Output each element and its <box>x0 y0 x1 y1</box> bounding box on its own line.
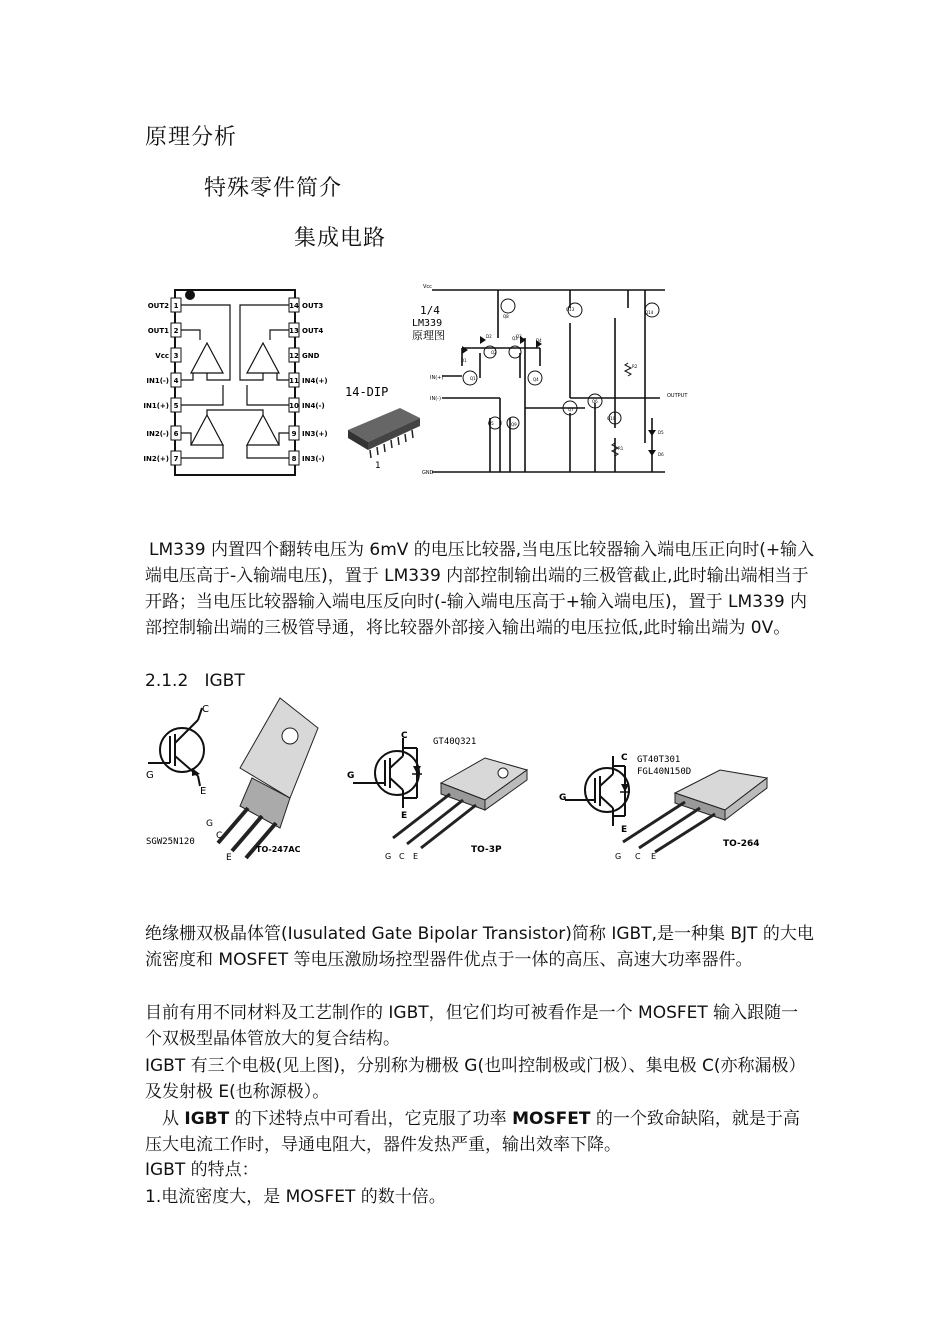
svg-text:OUT2: OUT2 <box>147 302 169 310</box>
igbt-advantage: 从 IGBT 的下述特点中可看出，它克服了功率 MOSFET 的一个致命缺陷，就是于高压大电流工作时，导通电阻大，器件发热严重，输出效率下降。 <box>145 1109 800 1155</box>
svg-text:IN3(+): IN3(+) <box>302 430 328 438</box>
igbt-figure-to264 <box>555 748 775 866</box>
section-heading-igbt: 2.1.2 IGBT <box>145 671 245 691</box>
svg-text:D5: D5 <box>658 430 664 435</box>
part-sgw25n120: SGW25N120 <box>146 837 195 847</box>
package-to264: TO-264 <box>723 839 760 849</box>
svg-text:OUT4: OUT4 <box>302 327 324 335</box>
svg-text:Q4: Q4 <box>533 377 539 382</box>
igbt-structure: 目前有用不同材料及工艺制作的 IGBT，但它们均可被看作是一个 MOSFET 输入跟随一个双极型晶体管放大的复合结构。 <box>145 1003 799 1049</box>
comparator-symbols <box>181 305 289 458</box>
svg-text:C: C <box>401 731 408 741</box>
pin-left-6 <box>146 426 181 440</box>
svg-text:G: G <box>347 771 355 781</box>
package-to247ac: TO-247AC <box>256 845 301 854</box>
svg-text:6: 6 <box>173 430 179 438</box>
pin-left-1 <box>148 298 181 312</box>
dip-label: 14-DIP <box>345 385 389 399</box>
igbt-definition: 绝缘栅双极晶体管(Iusulated Gate Bipolar Transistor)简称 IGBT,是一种集 BJT 的大电流密度和 MOSFET 等电压激励场控型器件优点于一体的高压、高速大功率器件。 <box>145 924 814 970</box>
svg-text:IN4(-): IN4(-) <box>302 402 325 410</box>
svg-text:Vcc: Vcc <box>155 352 169 360</box>
svg-text:3: 3 <box>173 352 179 360</box>
pin-left-5 <box>143 398 181 412</box>
svg-text:R2: R2 <box>632 364 638 369</box>
svg-text:IN1(-): IN1(-) <box>146 377 169 385</box>
svg-text:11: 11 <box>289 377 299 385</box>
output-label: OUTPUT <box>667 393 688 399</box>
svg-text:Q9: Q9 <box>511 422 517 427</box>
schematic-title-2: LM339 <box>412 318 443 329</box>
schematic-wires <box>432 290 665 472</box>
svg-text:C: C <box>399 852 405 861</box>
svg-text:IN1(+): IN1(+) <box>143 402 169 410</box>
svg-text:E: E <box>401 811 408 821</box>
svg-text:4: 4 <box>173 377 179 385</box>
svg-text:Q14: Q14 <box>645 310 654 315</box>
dip14-package <box>340 380 425 475</box>
pin-right-11 <box>289 373 328 387</box>
heading-level2: 特殊零件简介 <box>204 176 343 201</box>
igbt-features-heading: IGBT 的特点： <box>145 1160 259 1180</box>
svg-text:G: G <box>206 819 213 829</box>
svg-text:Q13: Q13 <box>566 307 575 312</box>
svg-text:G: G <box>385 852 392 861</box>
pin1-dot <box>185 290 195 300</box>
heading-level3: 集成电路 <box>294 226 387 251</box>
svg-text:Q2: Q2 <box>491 350 497 355</box>
lm339-description: LM339 内置四个翻转电压为 6mV 的电压比较器,当电压比较器输入端电压正向时(+输入端电压高于-入输端电压)，置于 LM339 内部控制输出端的三极管截止,此时输出端相当于开路；当电压比较器输入端电压反向时(-输入端电压高于+输入端电压)，置于 LM339 内部控制输出端的三极管导通，将比较器外部接入输出端的电压拉低,此时输出端为 0V。 <box>145 540 815 638</box>
in-minus-label: IN(-) <box>430 396 441 402</box>
svg-text:OUT3: OUT3 <box>302 302 324 310</box>
svg-text:D6: D6 <box>658 452 664 457</box>
svg-text:E: E <box>413 852 419 861</box>
svg-text:Q10: Q10 <box>607 416 616 421</box>
svg-text:1: 1 <box>173 302 179 310</box>
svg-text:G: G <box>559 793 567 803</box>
svg-text:Q5: Q5 <box>488 421 494 426</box>
svg-text:D3: D3 <box>516 334 522 339</box>
svg-text:IN2(+): IN2(+) <box>143 455 169 463</box>
pin-left-3 <box>155 348 181 362</box>
lm339-pinout-diagram <box>145 285 330 480</box>
svg-text:7: 7 <box>173 455 179 463</box>
svg-text:C: C <box>621 753 628 763</box>
schematic-title-3: 原理图 <box>412 329 445 342</box>
svg-text:C: C <box>635 852 641 861</box>
svg-text:9: 9 <box>291 430 297 438</box>
svg-text:E: E <box>200 786 207 797</box>
part-fgl40n150d: FGL40N150D <box>637 767 692 777</box>
pin-left-2 <box>148 323 181 337</box>
svg-text:Q3: Q3 <box>512 336 518 341</box>
pin-right-8 <box>289 451 325 465</box>
svg-text:Q6: Q6 <box>592 399 598 404</box>
svg-text:G: G <box>615 852 622 861</box>
igbt-feature-1: 1.电流密度大，是 MOSFET 的数十倍。 <box>145 1187 446 1207</box>
lm339-internal-schematic <box>412 278 705 478</box>
svg-text:D2: D2 <box>486 334 492 339</box>
svg-text:IN2(-): IN2(-) <box>146 430 169 438</box>
part-gt40q321: GT40Q321 <box>433 737 477 747</box>
svg-text:E: E <box>651 852 657 861</box>
svg-text:C: C <box>202 704 209 715</box>
svg-text:Q1: Q1 <box>470 376 476 381</box>
pin-right-14 <box>289 298 323 312</box>
schematic-title-1: 1/4 <box>420 304 440 317</box>
svg-text:Q7: Q7 <box>568 407 574 412</box>
svg-text:G: G <box>146 770 154 781</box>
pin-left-4 <box>146 373 181 387</box>
pin-right-13 <box>289 323 323 337</box>
gnd-label: GND <box>422 470 434 476</box>
svg-text:Q8: Q8 <box>503 314 509 319</box>
svg-text:E: E <box>226 853 232 863</box>
schematic-transistors <box>463 299 659 429</box>
svg-text:5: 5 <box>173 402 179 410</box>
svg-text:IN3(-): IN3(-) <box>302 455 325 463</box>
svg-text:OUT1: OUT1 <box>147 327 169 335</box>
svg-text:IN4(+): IN4(+) <box>302 377 328 385</box>
to247-package <box>218 698 318 858</box>
to3p-package <box>393 758 527 848</box>
pin-right-12 <box>289 348 320 362</box>
resistor-labels <box>618 364 638 451</box>
pin-right-10 <box>289 398 325 412</box>
svg-text:D4: D4 <box>536 338 542 343</box>
igbt-figure-to3p <box>345 728 535 863</box>
pin-left-7 <box>143 451 181 465</box>
heading-level1: 原理分析 <box>145 125 238 150</box>
package-to3p: TO-3P <box>471 845 502 855</box>
dip-pin1-label: 1 <box>375 461 381 471</box>
in-plus-label: IN(+) <box>430 375 444 381</box>
svg-text:GND: GND <box>302 352 320 360</box>
svg-text:8: 8 <box>291 455 297 463</box>
svg-text:D1: D1 <box>461 358 467 363</box>
svg-text:C: C <box>216 831 223 841</box>
svg-text:12: 12 <box>289 352 299 360</box>
svg-text:13: 13 <box>289 327 299 335</box>
part-gt40t301: GT40T301 <box>637 755 681 765</box>
igbt-electrodes: IGBT 有三个电极(见上图)，分别称为栅极 G(也叫控制极或门极）、集电极 C(亦称漏极）及发射极 E(也称源极）。 <box>145 1056 806 1102</box>
vcc-label: Vcc <box>423 284 432 290</box>
svg-text:E: E <box>621 825 628 835</box>
svg-text:2: 2 <box>173 327 179 335</box>
svg-text:R1: R1 <box>618 446 624 451</box>
svg-text:14: 14 <box>289 302 299 310</box>
igbt-figure-to247 <box>140 698 340 863</box>
svg-text:10: 10 <box>289 402 299 410</box>
ic-body <box>175 290 295 475</box>
pin-right-9 <box>289 426 328 440</box>
